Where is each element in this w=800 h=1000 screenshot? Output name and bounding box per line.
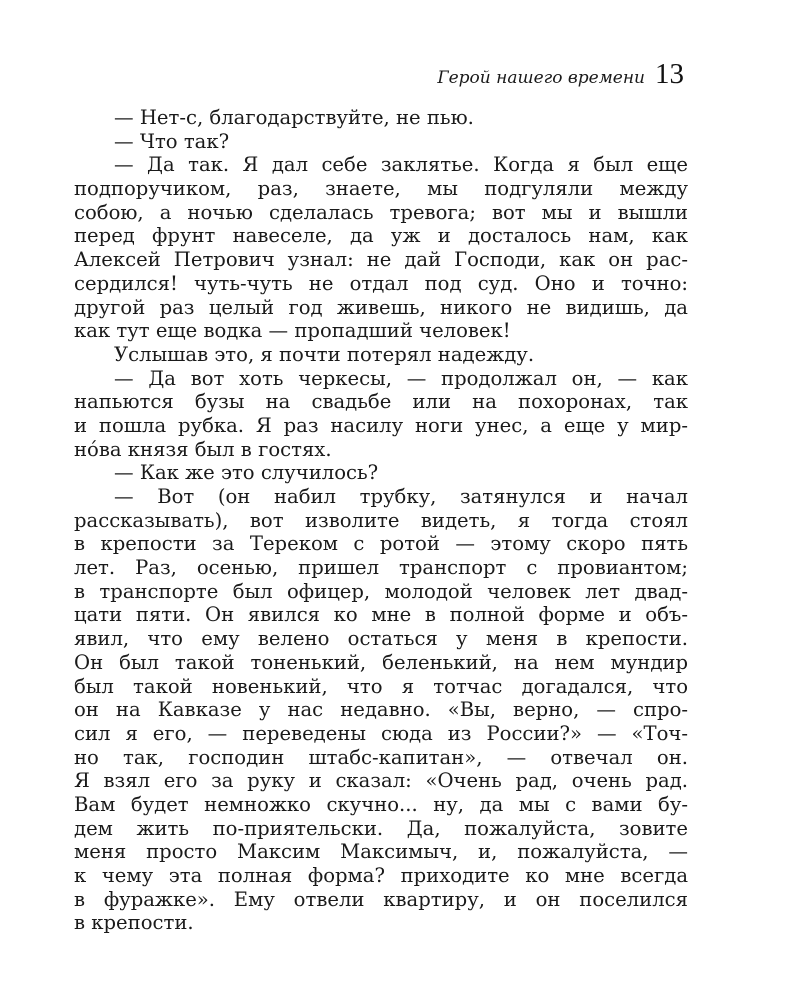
text-line: собою, а ночью сделалась тревога; вот мы и вышли [74, 200, 688, 224]
book-title: Герой нашего времени [437, 68, 645, 88]
text-line: Вам будет немножко скучно... ну, да мы с вами бу- [74, 792, 688, 816]
text-line: — Да так. Я дал себе заклятье. Когда я был еще [114, 153, 688, 177]
running-header [437, 58, 684, 91]
text-line: — Да вот хоть черкесы, — продолжал он, — как [114, 366, 688, 390]
text-line: Он был такой тоненький, беленький, на нем мундир [74, 650, 688, 674]
text-line: но так, господин штабс-капитан», — отвечал он. [74, 745, 688, 769]
text-line: в крепости за Тереком с ротой — этому скоро пять [74, 532, 688, 556]
text-line: цати пяти. Он явился ко мне в полной форме и объ- [74, 603, 688, 627]
text-line: другой раз целый год живешь, никого не видишь, да [74, 295, 688, 319]
text-line: в транспорте был офицер, молодой человек лет двад- [74, 579, 688, 603]
text-line: Услышав это, я почти потерял надежду. [114, 342, 535, 366]
text-line: как тут еще водка — пропадший человек! [74, 319, 511, 343]
text-line: явил, что ему велено остаться у меня в крепости. [74, 627, 688, 651]
text-line: подпоручиком, раз, знаете, мы подгуляли между [74, 177, 688, 201]
text-line: дем жить по-приятельски. Да, пожалуйста, зовите [74, 816, 688, 840]
text-line: — Нет-с, благодарствуйте, не пью. [114, 106, 474, 129]
text-line: был такой новенький, что я тотчас догадался, что [74, 674, 688, 698]
text-line: — Вот (он набил трубку, затянулся и начал [114, 485, 688, 508]
text-line: к чему эта полная форма? приходите ко мне всегда [74, 864, 688, 887]
body-text [74, 106, 688, 935]
text-line: Алексей Петрович узнал: не дай Господи, как он рас- [74, 248, 688, 272]
text-line: и пошла рубка. Я раз насилу ноги унес, а еще у мир- [74, 413, 688, 437]
text-line: сил я его, — переведены сюда из России?» — «Точ- [74, 721, 688, 745]
text-line: в фуражке». Ему отвели квартиру, и он поселился [74, 887, 688, 911]
text-line: перед фрунт навеселе, да уж и досталось нам, как [74, 224, 688, 248]
text-line: Я взял его за руку и сказал: «Очень рад, очень рад. [74, 769, 688, 793]
text-line: лет. Раз, осенью, пришел транспорт с провиантом; [74, 556, 688, 580]
page-number: 13 [655, 58, 684, 90]
text-line: меня просто Максим Максимыч, и, пожалуйста, — [74, 840, 688, 864]
text-line: нóва князя был в гостях. [74, 437, 332, 461]
text-line: — Что так? [114, 129, 230, 153]
text-line: в крепости. [74, 911, 194, 935]
text-line: сердился! чуть-чуть не отдал под суд. Оно и точно: [74, 271, 688, 295]
text-line: — Как же это случилось? [114, 461, 379, 485]
text-line: он на Кавказе у нас недавно. «Вы, верно, — спро- [74, 698, 688, 722]
text-line: рассказывать), вот изволите видеть, я тогда стоял [74, 508, 688, 532]
text-line: напьются бузы на свадьбе или на похоронах, так [74, 390, 688, 414]
